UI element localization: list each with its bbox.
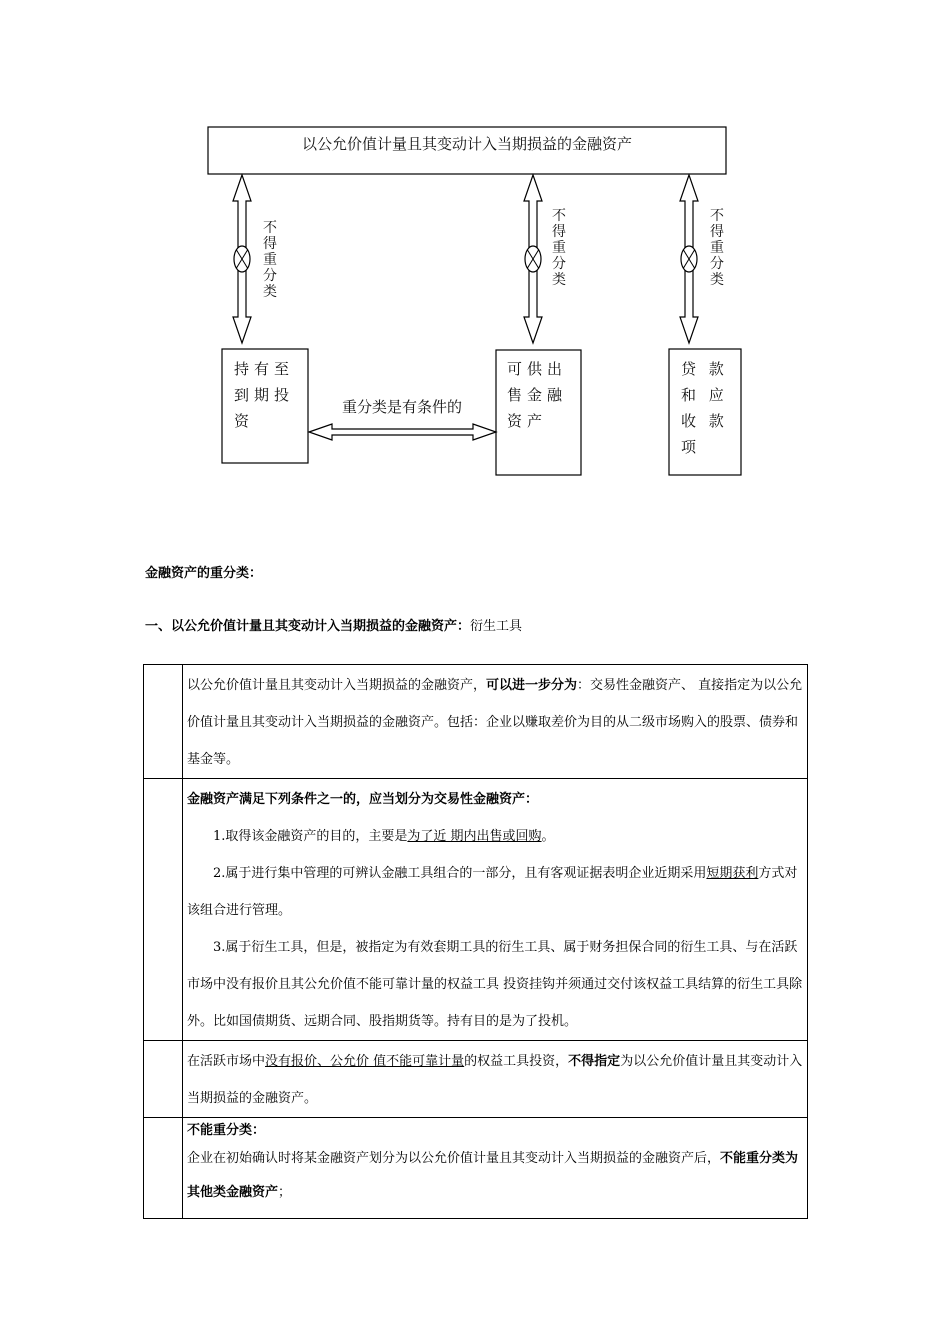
svg-text:类: 类	[263, 284, 277, 300]
svg-text:分: 分	[263, 268, 277, 284]
svg-text:得: 得	[710, 224, 724, 240]
htm-double-arrow	[233, 175, 251, 343]
svg-text:类: 类	[710, 272, 724, 288]
svg-text:不: 不	[710, 208, 724, 224]
no-reclass-label-3	[710, 208, 724, 288]
svg-text:得: 得	[552, 224, 566, 240]
table-row	[144, 1041, 808, 1118]
row-content	[183, 779, 808, 1041]
no-reclass-label-1	[263, 220, 277, 300]
svg-text:重: 重	[263, 252, 277, 268]
row-index-cell	[144, 779, 183, 1041]
row-index-cell	[144, 665, 183, 779]
htm-box-line-3: 资	[234, 412, 255, 430]
row-index-cell	[144, 1118, 183, 1219]
conditional-double-arrow	[309, 424, 496, 440]
htm-box-line-1: 持有至	[234, 360, 295, 378]
conditional-label: 重分类是有条件的	[341, 398, 463, 416]
table-row	[144, 779, 808, 1041]
section-title: 金融资产的重分类：	[145, 566, 263, 581]
afs-box-line-2: 售金融	[507, 386, 568, 404]
svg-text:重: 重	[710, 240, 724, 256]
afs-box-line-1: 可供出	[507, 360, 568, 378]
condition-1: 1.取得该金融资产的目的，主要是为了近 期内出售或回购。	[213, 829, 555, 844]
no-reclass-label-2	[552, 208, 566, 288]
loan-box-line-4: 项	[681, 438, 701, 456]
loan-box-line-2: 和 应	[681, 386, 728, 404]
svg-text:得: 得	[263, 236, 277, 252]
svg-text:类: 类	[552, 272, 566, 288]
table-row	[144, 665, 808, 779]
row-title: 金融资产满足下列条件之一的，应当划分为交易性金融资产：	[187, 792, 539, 807]
row-content: 不能重分类： 企业在初始确认时将某金融资产划分为以公允价值计量且其变动计入当期损益的金融资产后，不能重分类为其他类金融资产；	[183, 1118, 808, 1219]
svg-text:分: 分	[710, 256, 724, 272]
row-index-cell	[144, 1041, 183, 1118]
svg-text:不: 不	[552, 208, 566, 224]
top-box-label: 以公允价值计量且其变动计入当期损益的金融资产	[301, 135, 633, 153]
svg-text:重: 重	[552, 240, 566, 256]
afs-box-line-3: 资产	[507, 412, 548, 430]
subsection-title-plain: 衍生工具	[470, 619, 523, 634]
classification-table	[143, 664, 808, 1219]
row-title: 不能重分类：	[187, 1123, 266, 1138]
htm-box-line-2: 到期投	[234, 386, 295, 404]
table-row	[144, 1118, 808, 1219]
subsection-title	[145, 615, 522, 634]
loan-box-line-3: 收 款	[681, 412, 728, 430]
svg-text:分: 分	[552, 256, 566, 272]
loan-double-arrow	[680, 175, 698, 343]
subsection-title-bold: 一、以公允价值计量且其变动计入当期损益的金融资产：	[145, 619, 471, 634]
condition-3: 3.属于衍生工具，但是，被指定为有效套期工具的衍生工具、属于财务担保合同的衍生工具、与在活跃市场中没有报价且其公允价值不能可靠计量的权益工具 投资挂钩并须通过交付该权益工具结算的衍生工具除外。比如国债期货、远期合同、股指期货等。持有目的是为了投机。	[187, 940, 803, 1029]
reclassification-diagram	[0, 0, 950, 520]
afs-double-arrow	[524, 175, 542, 343]
loan-box-line-1: 贷 款	[681, 360, 728, 378]
condition-2: 2.属于进行集中管理的可辨认金融工具组合的一部分，且有客观证据表明企业近期采用短期获利方式对该组合进行管理。	[187, 866, 798, 918]
emphasis: 可以进一步分为	[486, 678, 578, 693]
row-content: 以公允价值计量且其变动计入当期损益的金融资产，可以进一步分为：交易性金融资产、 直接指定为以公允价值计量且其变动计入当期损益的金融资产。包括：企业以赚取差价为目的从二级市场购入的股票、债券和基金等。	[183, 665, 808, 779]
svg-text:不: 不	[263, 220, 277, 236]
row-content: 在活跃市场中没有报价、公允价 值不能可靠计量的权益工具投资，不得指定为以公允价值计量且其变动计入当期损益的金融资产。	[183, 1041, 808, 1118]
